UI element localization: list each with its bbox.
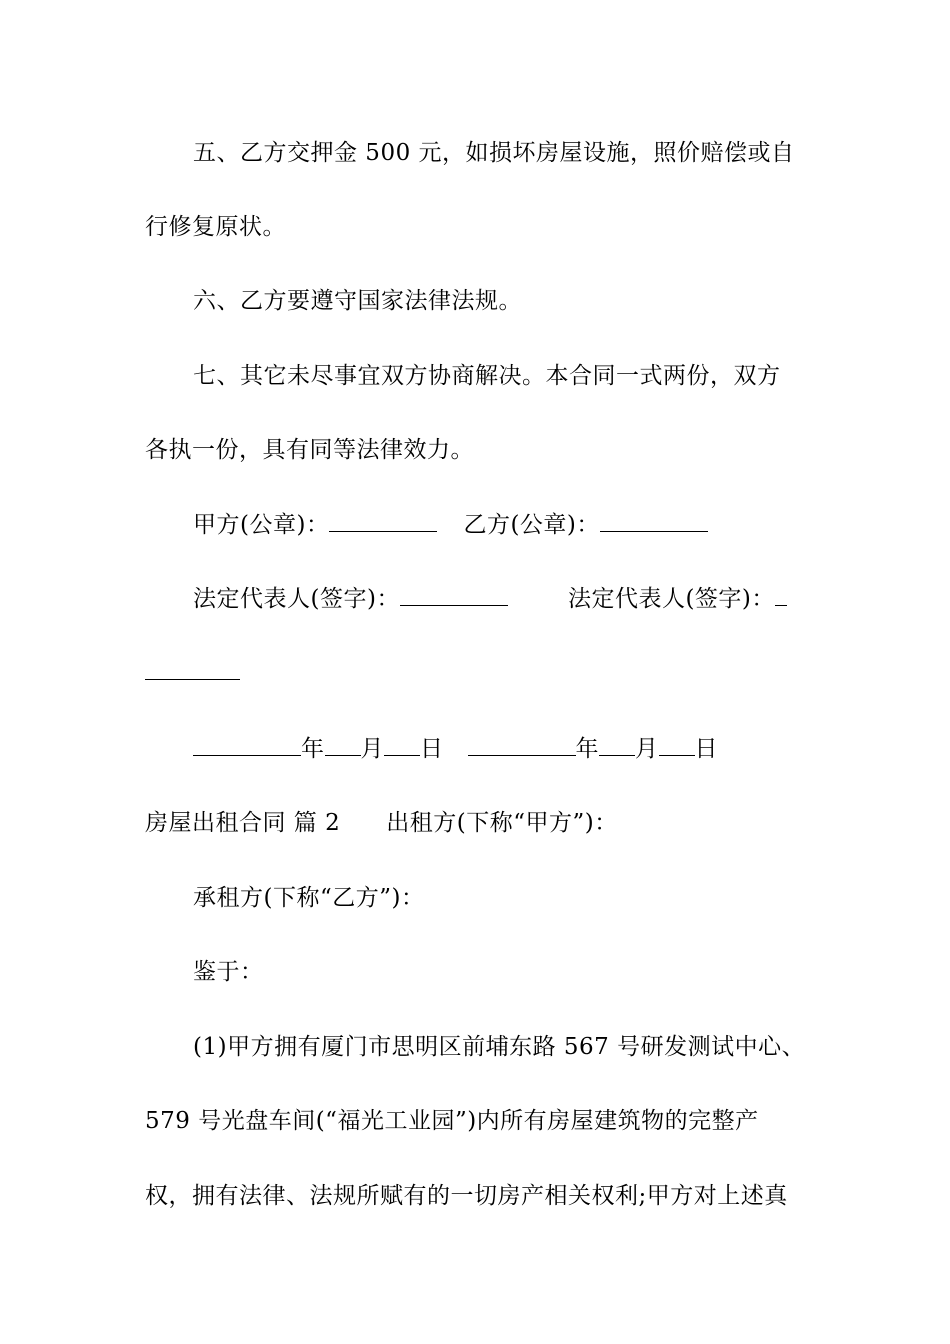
party-b-seal-blank — [600, 511, 708, 532]
lessee-label: 承租方(下称“乙方”)： — [193, 885, 425, 911]
date-b-day-blank — [659, 735, 695, 756]
representative-line — [193, 584, 787, 614]
date-line — [193, 734, 718, 764]
date-b-year-blank — [468, 735, 576, 756]
party-b-seal-label: 乙方(公章)： — [463, 512, 600, 538]
section-heading: 房屋出租合同 篇 2 — [145, 810, 341, 836]
clause-7-line-1: 七、其它未尽事宜双方协商解决。本合同一式两份，双方 — [193, 363, 781, 389]
date-a-year-blank — [193, 735, 301, 756]
date-a-year: 年 — [301, 736, 325, 762]
rep-b-blank-start — [775, 585, 787, 606]
rep-a-blank — [400, 585, 508, 606]
date-a-day: 日 — [420, 736, 444, 762]
seal-line — [193, 510, 708, 540]
item-1-line-3: 权，拥有法律、法规所赋有的一切房产相关权利;甲方对上述真 — [145, 1183, 788, 1209]
rep-b-blank-continuation — [145, 658, 240, 688]
item-1-line-1: (1)甲方拥有厦门市思明区前埔东路 567 号研发测试中心、 — [193, 1034, 806, 1060]
rep-b-label: 法定代表人(签字)： — [567, 586, 775, 612]
clause-5-line-2: 行修复原状。 — [145, 214, 286, 240]
date-b-year: 年 — [575, 736, 599, 762]
party-a-seal-label: 甲方(公章)： — [193, 512, 330, 538]
lessor-label: 出租方(下称“甲方”)： — [386, 810, 618, 836]
date-b-month-blank — [599, 735, 635, 756]
rep-b-blank-end — [145, 659, 240, 680]
rep-a-label: 法定代表人(签字)： — [193, 586, 400, 612]
date-a-month-blank — [325, 735, 361, 756]
date-b-day: 日 — [694, 736, 718, 762]
item-1-line-2: 579 号光盘车间(“福光工业园”)内所有房屋建筑物的完整产 — [145, 1108, 759, 1134]
section-heading-line — [145, 808, 618, 838]
party-a-seal-blank — [329, 511, 437, 532]
whereas-label: 鉴于： — [193, 959, 264, 985]
clause-7-line-2: 各执一份，具有同等法律效力。 — [145, 437, 474, 463]
clause-5-line-1: 五、乙方交押金 500 元，如损坏房屋设施，照价赔偿或自 — [193, 140, 795, 166]
date-a-day-blank — [384, 735, 420, 756]
date-b-month: 月 — [635, 736, 659, 762]
clause-6: 六、乙方要遵守国家法律法规。 — [193, 288, 522, 314]
date-a-month: 月 — [360, 736, 384, 762]
